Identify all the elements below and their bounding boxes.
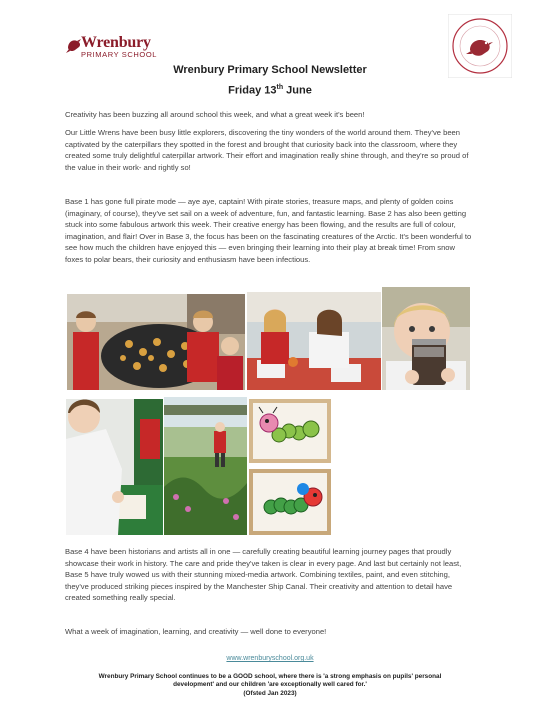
- photo-caterpillar-art-1: [249, 399, 331, 463]
- photo-child-jar: [382, 287, 470, 390]
- newsletter-title: Wrenbury Primary School Newsletter: [173, 64, 367, 76]
- closing-paragraph: What a week of imagination, learning, and creativity — well done to everyone!: [65, 627, 327, 636]
- wren-logo-icon: [66, 34, 82, 56]
- newsletter-date: Friday 13th June: [228, 84, 312, 97]
- photo-garden: [164, 397, 247, 535]
- school-website-link[interactable]: www.wrenburyschool.org.uk: [226, 655, 314, 662]
- little-wrens-paragraph: Our Little Wrens have been busy little explorers, discovering the tiny wonders of the world around them. They've been captivated by the caterpillars they spotted in the forest and brought that curiosity back into the classroom, where they created some truly delightful caterpillar artwork. Their effort and imagination really shine through, and they're so proud of the value in their work- and rightly so!: [65, 128, 469, 172]
- ofsted-quote-line-2: development' and our children 'are exceptionally well cared for.': [173, 681, 367, 688]
- logo-subtitle: PRIMARY SCHOOL: [81, 50, 158, 59]
- intro-paragraph: Creativity has been buzzing all around school this week, and what a great week it's been!: [65, 110, 365, 119]
- bases-paragraph: Base 1 has gone full pirate mode — aye aye, captain! With pirate stories, treasure maps, and plenty of golden coins (imaginary, of course), they've set sail on a week of adventure, fun, and fantastic learning. Base 2 has also been getting stuck into some fabulous artwork this week. Their creative energy has been flowing, and the results are full of colour, imagination, and flair! Over in Base 3, the focus has been on the fascinating creatures of the Arctic. It's been wonderful to see how much the children have enjoyed this — even bringing their learning into their play at break time! From snow foxes to polar bears, their curiosity and enthusiasm have been infectious.: [65, 197, 472, 264]
- school-logo: [66, 34, 176, 60]
- ofsted-quote-line-1: Wrenbury Primary School continues to be a GOOD school, where there is 'a strong emphasis on pupils' personal: [98, 673, 442, 680]
- photo-base-artwork: [247, 292, 381, 390]
- photo-caterpillar-art-2: [249, 469, 331, 535]
- photo-child-crafting: [66, 399, 163, 535]
- ofsted-citation: (Ofsted Jan 2023): [243, 690, 297, 697]
- photo-pirate-coins: [67, 294, 245, 390]
- base4-base5-paragraph: Base 4 have been historians and artists all in one — carefully creating beautiful learning journey pages that proudly showcase their work in history. The care and pride they've taken is clear in every page. And last but certainly not least, Base 5 have truly wowed us with their stunning mixed-media artwork. Combining textiles, paint, and even stitching, they've produced striking pieces inspired by the Manchester Ship Canal. Their creativity and attention to detail have created something really special.: [65, 547, 462, 602]
- logo-wordmark: Wrenbury: [81, 34, 151, 51]
